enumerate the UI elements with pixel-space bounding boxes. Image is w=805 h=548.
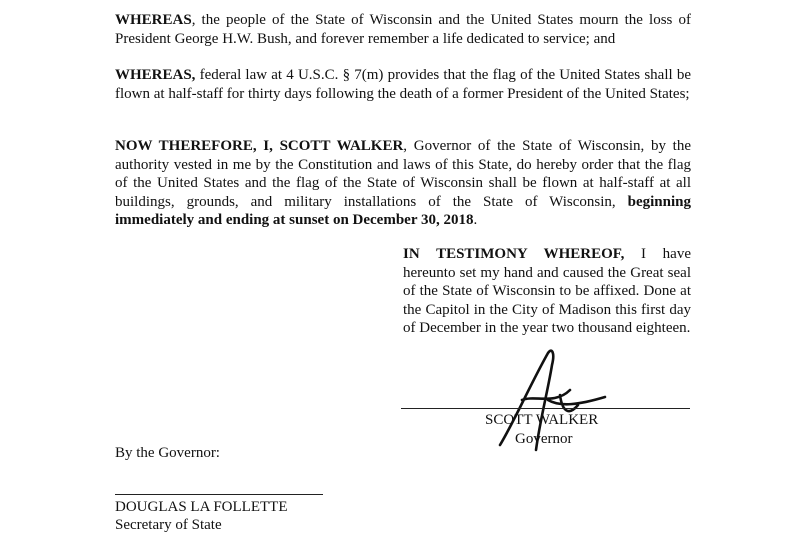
secretary-name: DOUGLAS LA FOLLETTE xyxy=(115,499,288,515)
testimony-paragraph xyxy=(403,245,691,338)
now-therefore-lead: NOW THEREFORE, I, SCOTT WALKER xyxy=(115,138,404,154)
whereas-lead: WHEREAS xyxy=(115,12,192,28)
period: . xyxy=(473,212,478,228)
governor-name: SCOTT WALKER xyxy=(485,412,599,428)
secretary-signature-line xyxy=(115,494,323,495)
secretary-title: Secretary of State xyxy=(115,517,222,533)
testimony-lead: IN TESTIMONY WHEREOF, xyxy=(403,246,625,262)
now-therefore-paragraph xyxy=(115,137,691,230)
governor-signature-line xyxy=(401,408,690,409)
whereas-text: federal law at 4 U.S.C. § 7(m) provides that the flag of the United States shall be flown at half-staff for thirty days following the death of a former President of the United States; xyxy=(115,67,691,102)
whereas-lead: WHEREAS, xyxy=(115,67,196,83)
by-the-governor-label: By the Governor: xyxy=(115,445,220,461)
whereas-paragraph-2 xyxy=(115,66,691,103)
duration-emphasis: beginning immediately and ending at sunset on December 30, 2018 xyxy=(115,193,691,228)
governor-title: Governor xyxy=(515,431,573,447)
whereas-text: , the people of the State of Wisconsin and the United States mourn the loss of President George H.W. Bush, and forever remember a life dedicated to service; and xyxy=(115,12,691,47)
whereas-paragraph-1 xyxy=(115,11,691,48)
now-therefore-text: , Governor of the State of Wisconsin, by the authority vested in me by the Constitution and laws of this State, do hereby order that the flag of the United States and the flag of the State of Wisconsin shall be flown at half-staff at all buildings, grounds, and military installations of the State of Wisconsin, xyxy=(115,138,691,210)
testimony-text: I have hereunto set my hand and caused the Great seal of the State of Wisconsin to be affixed. Done at the Capitol in the City of Madison this first day of December in the year two thousand eighteen. xyxy=(403,246,691,336)
